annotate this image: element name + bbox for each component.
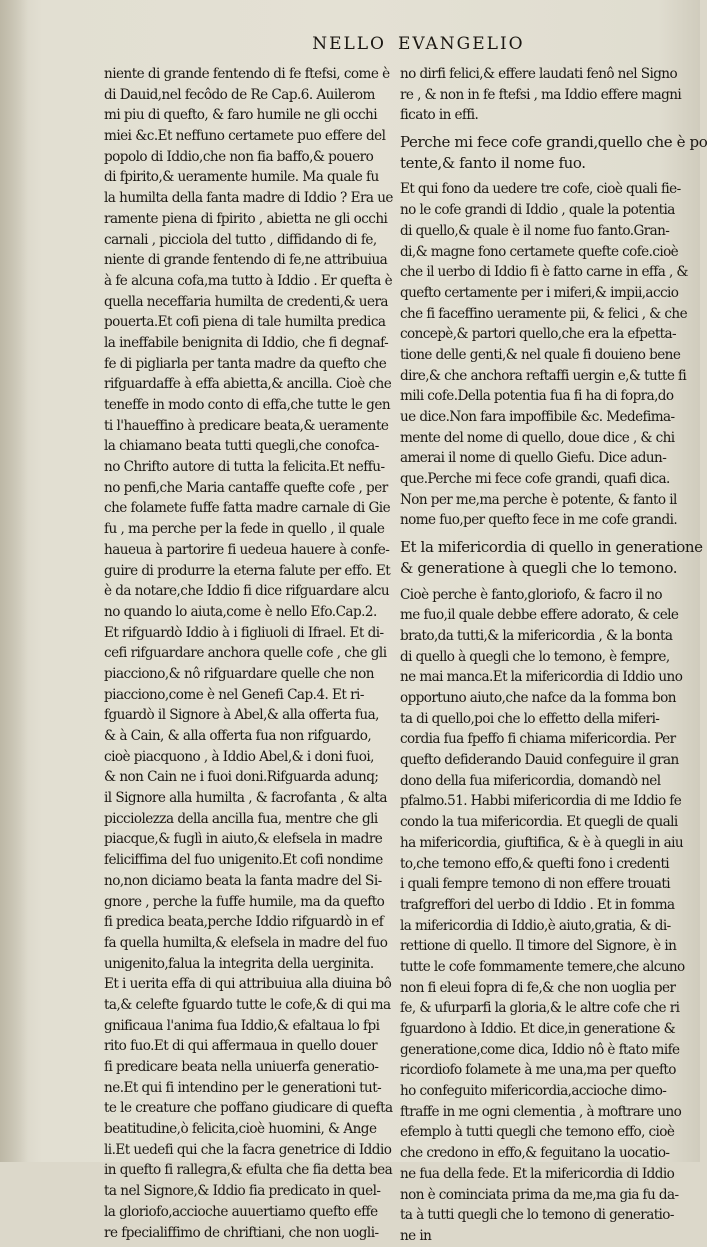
- text-line: li.Et uedefi qui che la facra genetrice di Iddio: [104, 1141, 392, 1158]
- text-line: ue dice.Non fara impoffibile &c. Medefima-: [400, 409, 675, 426]
- text-line: à fe alcuna cofa,ma tutto à Iddio . Er quefta è: [104, 272, 393, 289]
- text-line: mi piu di quefto, & faro humile ne gli occhi: [104, 107, 378, 124]
- text-line: è da notare,che Iddio fi dice rifguardare alcu: [104, 583, 390, 600]
- text-line: tione delle genti,& nel quale fi douieno bene: [400, 346, 681, 363]
- text-line: rito fuo.Et di qui affermaua in quello douer: [104, 1038, 378, 1055]
- text-line: & non Cain ne i fuoi doni.Rifguarda adunq;: [104, 769, 379, 786]
- text-line: cioè piacquono , à Iddio Abel,& i doni fuoi,: [104, 748, 374, 765]
- text-line: ne.Et qui fi intendino per le generationi tut-: [104, 1079, 382, 1096]
- left-text-column: [104, 64, 393, 1243]
- binding-shadow: [0, 0, 28, 1162]
- commentary-paragraph-1: [400, 179, 688, 531]
- text-line: ta nel Signore,& Iddio fia predicato in quel-: [104, 1183, 381, 1200]
- text-line: to,che temono effo,& quefti fono i credenti: [400, 855, 670, 872]
- text-line: ho confeguito mifericordia,accioche dimo-: [400, 1083, 667, 1100]
- text-line: che folamete fuffe fatta madre carnale di Gie: [104, 500, 391, 517]
- text-line: Et rifguardò Iddio à i figliuoli di Ifrael. Et di-: [104, 624, 384, 641]
- text-line: que.Perche mi fece cofe grandi, quafi dica.: [400, 471, 670, 488]
- text-line: dono della fua mifericordia, domandò nel: [400, 772, 661, 789]
- text-line: mente del nome di quello, doue dice , & chi: [400, 429, 675, 446]
- text-line: di,& magne fono certamete quefte cofe.cioè: [400, 243, 679, 260]
- text-line: piacque,& fuglì in aiuto,& elefsela in madre: [104, 831, 383, 848]
- text-line: me fuo,il quale debbe effere adorato, & cele: [400, 607, 679, 624]
- text-line: piacciono,come è nel Genefi Cap.4. Et ri-: [104, 686, 364, 703]
- text-line: fi predicare beata nella uniuerfa generatio-: [104, 1059, 379, 1075]
- text-line: mili cofe.Della potentia fua fi ha di fopra,do: [400, 388, 674, 405]
- verse-line: & generatione à quegli che lo temono.: [400, 558, 678, 577]
- text-line: efemplo à tutti quegli che temono effo, cioè: [400, 1124, 675, 1141]
- text-line: no Chrifto autore di tutta la felicita.Et neffu-: [104, 459, 385, 476]
- text-line: picciolezza della ancilla fua, mentre che gli: [104, 810, 378, 827]
- commentary-paragraph-2: [400, 585, 684, 1247]
- text-line: condo la tua mifericordia. Et quegli de quali: [400, 814, 678, 831]
- text-line: cefi rifguardare anchora quelle cofe , che gli: [104, 645, 387, 662]
- right-text-column: [400, 64, 707, 1247]
- text-line: ne mai manca.Et la mifericordia di Iddio uno: [400, 669, 683, 686]
- text-line: fguardò il Signore à Abel,& alla offerta fua,: [104, 707, 379, 724]
- text-line: non fi eleui fopra di fe,& che non uoglia per: [400, 979, 676, 996]
- text-line: fa quella humilta,& elefsela in madre del fuo: [104, 934, 388, 951]
- text-line: di fpirito,& ueramente humile. Ma quale fu: [104, 169, 379, 186]
- text-line: haueua à partorire fi uedeua hauere à confe-: [104, 541, 390, 558]
- text-line: fe, & ufurparfi la gloria,& le altre cofe che ri: [400, 1000, 680, 1017]
- text-line: ficato in effi.: [400, 107, 479, 124]
- text-line: la mifericordia di Iddio,è aiuto,gratia, & di-: [400, 917, 671, 934]
- text-line: il Signore alla humilta , & facrofanta , & alta: [104, 790, 387, 807]
- text-line: rettione di quello. Il timore del Signore, è in: [400, 938, 677, 955]
- text-line: che fi faceffino ueramente pii, & felici , & che: [400, 305, 688, 322]
- text-line: feliciffima del fuo unigenito.Et cofi nondime: [104, 852, 383, 869]
- text-line: di quello à quegli che lo temono, è fempre,: [400, 648, 670, 665]
- running-head-left: NELLO: [312, 34, 386, 54]
- text-line: miei &c.Et neffuno certamete puo effere del: [104, 128, 386, 145]
- text-line: guire di produrre la eterna falute per effo. Et: [104, 562, 391, 579]
- text-line: teneffe in modo conto di effa,che tutte le gen: [104, 397, 391, 413]
- text-line: concepè,& partori quello,che era la efpetta-: [400, 326, 677, 343]
- text-line: pfalmo.51. Habbi mifericordia di me Iddio fe: [400, 793, 682, 810]
- text-line: popolo di Iddio,che non fia baffo,& pouero: [104, 148, 374, 165]
- text-line: generatione,come dica, Iddio nô è ftato mife: [400, 1041, 680, 1058]
- text-line: fi predica beata,perche Iddio rifguardò in ef: [104, 914, 384, 931]
- text-line: la humilta della fanta madre di Iddio ? Era ue: [104, 190, 393, 207]
- text-line: di quello,& quale è il nome fuo fanto.Gran-: [400, 222, 670, 239]
- text-line: ne in: [400, 1227, 432, 1244]
- text-line: Non per me,ma perche è potente, & fanto il: [400, 491, 677, 508]
- text-line: no dirfi felici,& effere laudati fenô nel Signo: [400, 66, 678, 82]
- text-line: che credono in effo,& feguitano la uocatio-: [400, 1145, 670, 1162]
- verse-line: Et la mifericordia di quello in generatione: [400, 538, 703, 557]
- text-line: quefto defiderando Dauid confeguire il gran: [400, 752, 679, 769]
- text-line: rifguardaffe à effa abietta,& ancilla. Cioè che: [104, 376, 392, 393]
- scripture-verse-heading-1: [400, 132, 707, 173]
- text-line: re , & non in fe ftefsi , ma Iddio effere magni: [400, 86, 682, 103]
- text-line: carnali , picciola del tutto , diffidando di fe,: [104, 231, 377, 248]
- text-line: la gloriofo,accioche auuertiamo quefto effe: [104, 1203, 378, 1220]
- text-line: in quefto fi rallegra,& efulta che fia detta bea: [104, 1162, 393, 1179]
- text-line: gnore , perche la fuffe humile, ma da quefto: [104, 893, 385, 910]
- text-line: te le creature che poffano giudicare di quefta: [104, 1100, 393, 1117]
- text-line: no quando lo aiuta,come è nello Efo.Cap.2.: [104, 603, 377, 620]
- text-line: re fpecialiffimo de chriftiani, che non uogli-: [104, 1224, 379, 1241]
- text-line: dire,& che anchora reftaffi uergin e,& tutte fi: [400, 367, 687, 384]
- text-line: unigenito,falua la integrita della uerginita.: [104, 955, 374, 972]
- text-line: Cioè perche è fanto,gloriofo, & facro il no: [400, 586, 662, 603]
- text-line: gnificaua l'anima fua Iddio,& efaltaua lo fpi: [104, 1017, 380, 1034]
- text-line: ramente piena di fpirito , abietta ne gli occhi: [104, 210, 388, 227]
- text-line: che il uerbo di Iddio fi è fatto carne in effa , &: [400, 264, 688, 281]
- text-line: amerai il nome di quello Giefu. Dice adun-: [400, 450, 667, 467]
- scripture-verse-heading-2: [400, 537, 703, 578]
- text-line: tutte le cofe fommamente temere,che alcuno: [400, 958, 685, 975]
- text-line: non è cominciata prima da me,ma gia fu da-: [400, 1186, 679, 1203]
- text-line: cordia fua fpeffo fi chiama mifericordia. Per: [400, 731, 676, 748]
- running-head: [0, 34, 700, 60]
- text-line: ha mifericordia, giuftifica, & è à quegli in aiu: [400, 834, 684, 851]
- text-line: & à Cain, & alla offerta fua non rifguardo,: [104, 728, 372, 744]
- text-line: no le cofe grandi di Iddio , quale la potentia: [400, 202, 675, 219]
- text-line: ti l'haueffino à predicare beata,& ueramente: [104, 417, 389, 434]
- verse-line: tente,& fanto il nome fuo.: [400, 153, 586, 172]
- text-line: i quali fempre temono di non effere trouati: [400, 876, 671, 893]
- text-line: niente di grande fentendo di fe,ne attribuiua: [104, 252, 388, 269]
- text-line: fguardono à Iddio. Et dice,in generatione &: [400, 1021, 676, 1037]
- text-line: nome fuo,per quefto fece in me cofe grandi.: [400, 512, 678, 529]
- text-line: Et i uerita effa di qui attribuiua alla diuina bô: [104, 976, 392, 993]
- text-line: la chiamano beata tutti quegli,che conofca-: [104, 438, 379, 455]
- text-line: no,non diciamo beata la fanta madre del Si-: [104, 872, 382, 889]
- text-line: no penfi,che Maria cantaffe quefte cofe , per: [104, 479, 388, 496]
- text-line: piacciono,& nô rifguardare quelle che non: [104, 665, 374, 682]
- text-line: opportuno aiuto,che nafce da la fomma bon: [400, 690, 676, 706]
- text-line: niente di grande fentendo di fe ftefsi, come è: [104, 66, 390, 82]
- text-line: la ineffabile benignita di Iddio, che fi degnaf-: [104, 334, 389, 351]
- text-line: brato,da tutti,& la mifericordia , & la bonta: [400, 627, 673, 644]
- text-line: quella neceffaria humilta de credenti,& uera: [104, 293, 388, 310]
- text-line: fe di pigliarla per tanta madre da quefto che: [104, 355, 387, 372]
- right-intro-paragraph: [400, 64, 684, 126]
- text-line: pouerta.Et cofi piena di tale humilta predica: [104, 314, 386, 331]
- text-line: ftraffe in me ogni clementia , à moftrare uno: [400, 1103, 682, 1120]
- text-line: ta,& celefte fguardo tutte le cofe,& di qui ma: [104, 996, 391, 1013]
- text-line: beatitudine,ò felicita,cioè huomini, & Ange: [104, 1121, 377, 1138]
- text-line: trafgreffori del uerbo di Iddio . Et in fomma: [400, 896, 675, 913]
- text-line: di Dauid,nel fecôdo de Re Cap.6. Auilerom: [104, 86, 375, 103]
- text-line: fu , ma perche per la fede in quello , il quale: [104, 521, 385, 538]
- text-line: quefto certamente per i miferi,& impii,accio: [400, 284, 679, 301]
- text-line: Et qui fono da uedere tre cofe, cioè quali fie-: [400, 181, 681, 198]
- running-head-right: EVANGELIO: [398, 34, 525, 54]
- verse-line: Perche mi fece cofe grandi,quello che è po: [400, 133, 707, 152]
- text-line: ne fua della fede. Et la mifericordia di Iddio: [400, 1165, 675, 1182]
- text-line: ta di quello,poi che lo effetto della miferi-: [400, 710, 660, 727]
- text-line: ricordiofo folamete à me una,ma per quefto: [400, 1062, 676, 1079]
- text-line: ta à tutti quegli che lo temono di generatio-: [400, 1207, 674, 1224]
